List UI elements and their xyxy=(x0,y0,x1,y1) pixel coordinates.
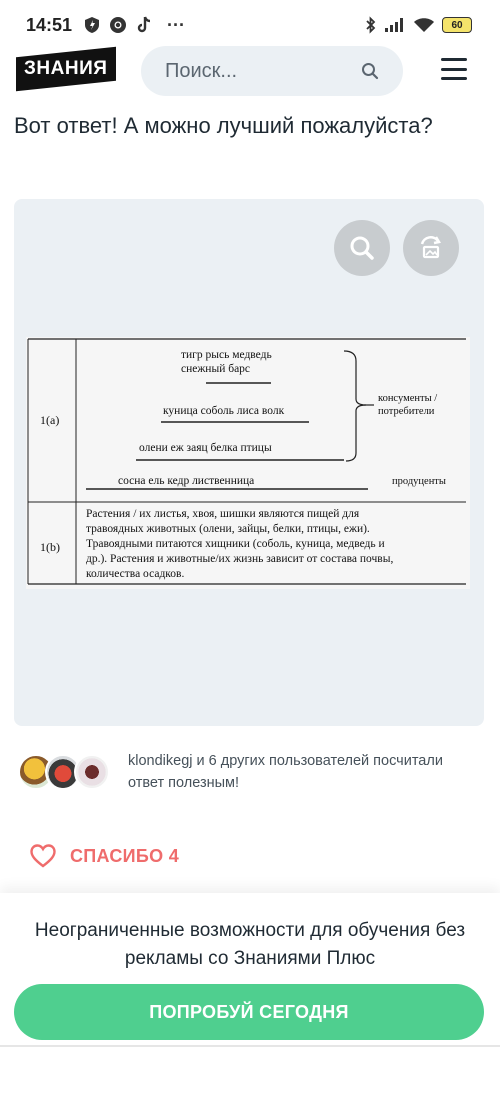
app-header xyxy=(0,44,500,104)
znania-logo[interactable] xyxy=(16,47,116,92)
zoom-button[interactable] xyxy=(334,220,390,276)
more-notifications-icon: ··· xyxy=(167,14,186,35)
thanks-label: СПАСИБО 4 xyxy=(70,845,180,866)
level1-line2: снежный барс xyxy=(181,363,251,375)
search-input[interactable] xyxy=(165,60,355,83)
consumers-label-2: потребители xyxy=(378,406,435,417)
helpful-text: klondikegj и 6 других пользователей посчитали ответ полезным! xyxy=(128,753,443,791)
para-line: количества осадков. xyxy=(86,568,185,580)
producers-label: продуценты xyxy=(392,476,446,487)
hamburger-menu-icon[interactable] xyxy=(441,58,467,80)
avatar xyxy=(74,754,110,790)
food-chain-photo[interactable] xyxy=(26,337,470,589)
thanks-button[interactable] xyxy=(30,844,179,868)
chrome-icon xyxy=(109,16,127,34)
level1-line1: тигр рысь медведь xyxy=(181,349,272,361)
level3-text: олени еж заяц белка птицы xyxy=(139,442,272,454)
para-line: Растения / их листья, хвоя, шишки являются пищей для xyxy=(86,508,360,520)
magnifier-icon xyxy=(348,234,376,262)
para-line: др.). Растения и животные/их жизнь зависит от состава почвы, xyxy=(86,553,394,565)
tiktok-icon xyxy=(136,16,152,34)
helpful-users-avatars[interactable] xyxy=(18,754,118,792)
promo-text: Неограниченные возможности для обучения без рекламы со Знаниями Плюс xyxy=(34,920,466,969)
battery-level: 60 xyxy=(451,19,463,31)
status-system-icons xyxy=(365,16,472,34)
signal-icon xyxy=(384,17,406,33)
row-label-b: 1(b) xyxy=(40,540,60,554)
level4-text: сосна ель кедр лиственница xyxy=(118,475,255,487)
bottom-divider xyxy=(0,1045,500,1047)
rotate-button[interactable] xyxy=(403,220,459,276)
level2-text: куница соболь лиса волк xyxy=(163,405,285,417)
wifi-icon xyxy=(413,17,435,33)
logo-text: ЗНАНИЯ xyxy=(24,58,108,80)
para-line: Травоядными питаются хищники (соболь, куница, медведь и xyxy=(86,538,385,550)
search-bar[interactable] xyxy=(141,46,403,96)
shield-icon xyxy=(84,16,100,34)
attachment-card xyxy=(14,199,484,726)
status-bar xyxy=(0,0,500,50)
row-label-a: 1(a) xyxy=(40,413,60,427)
explanation-paragraph xyxy=(86,507,471,582)
promo-banner xyxy=(0,893,500,1111)
heart-icon xyxy=(30,844,56,868)
try-today-button[interactable]: ПОПРОБУЙ СЕГОДНЯ xyxy=(14,984,484,1040)
search-icon[interactable] xyxy=(361,62,379,80)
status-time: 14:51 xyxy=(26,14,73,35)
para-line: травоядных животных (олени, зайцы, белки, птицы, ежи). xyxy=(86,523,370,535)
status-app-icons xyxy=(84,15,185,36)
answer-text: Вот ответ! А можно лучший пожалуйста? xyxy=(14,113,433,138)
bluetooth-icon xyxy=(365,16,377,34)
consumers-label-1: консументы / xyxy=(378,393,438,404)
battery-indicator xyxy=(442,17,472,33)
rotate-image-icon xyxy=(417,234,445,262)
